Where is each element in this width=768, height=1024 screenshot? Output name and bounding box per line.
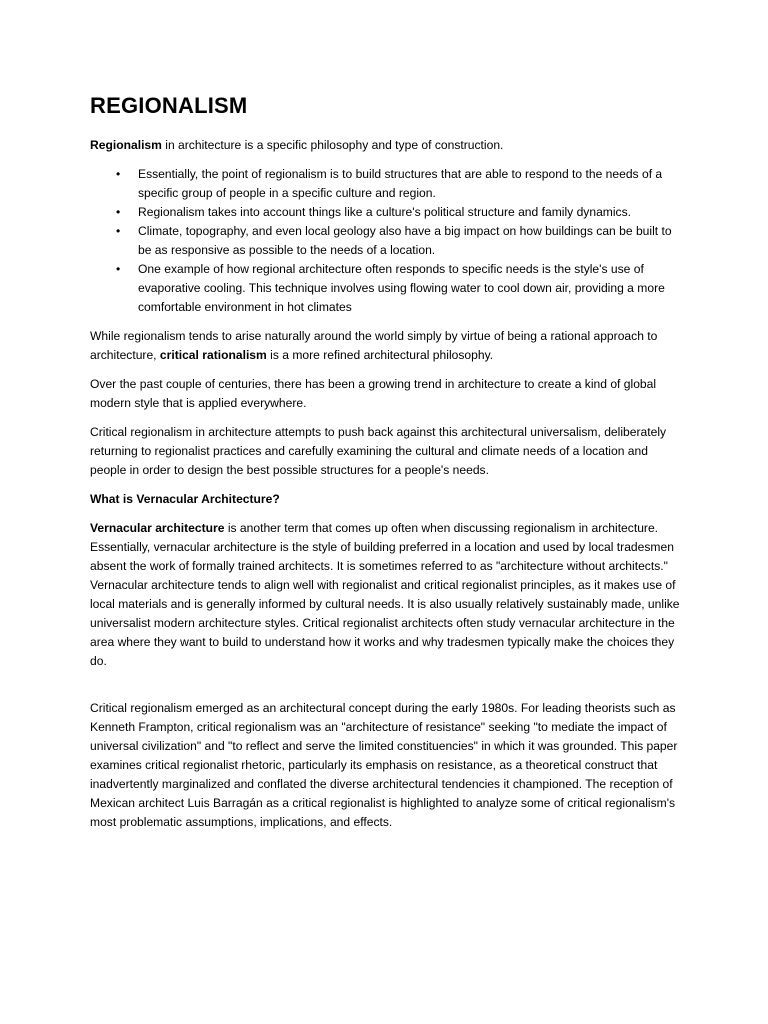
- vernacular-subheading: [90, 490, 684, 509]
- intro-text: in architecture is a specific philosophy and type of construction.: [161, 138, 504, 152]
- regionalism-bullet-list: [90, 165, 684, 317]
- intro-lead-term: Regionalism: [90, 138, 162, 152]
- vernacular-text: is another term that comes up often when discussing regionalism in architecture. Essentially, vernacular architecture is the style of building preferred in a location and used by local tradesmen absent the work of formally trained architects. It is sometimes referred to as "architecture without architects." Vernacular architecture tends to align well with regionalist and critical regionalist principles, as it makes use of local materials and is generally informed by cultural needs. It is also usually relatively sustainably made, unlike universalist modern architecture styles. Critical regionalist architects often study vernacular architecture in the area where they want to build to understand how it works and why tradesmen typically make the choices they do.: [90, 521, 680, 668]
- vernacular-subheading-text: What is Vernacular Architecture?: [90, 492, 280, 506]
- document-title: REGIONALISM: [90, 93, 248, 118]
- document-body: [90, 136, 684, 842]
- vernacular-lead-term: Vernacular architecture: [90, 521, 225, 535]
- rationalism-text-before: While regionalism tends to arise naturally around the world simply by virtue of being a rational approach to architecture,: [90, 329, 658, 362]
- frampton-paragraph: Critical regionalism emerged as an architectural concept during the early 1980s. For leading theorists such as Kenneth Frampton, critical regionalism was an "architecture of resistance" seeking "to mediate the impact of universal civilization" and "to reflect and serve the limited constituencies" in which it was grounded. This paper examines critical regionalist rhetoric, particularly its emphasis on resistance, as a theoretical construct that inadvertently marginalized and conflated the diverse architectural tendencies it championed. The reception of Mexican architect Luis Barragán as a critical regionalist is highlighted to analyze some of critical regionalism's most problematic assumptions, implications, and effects.: [90, 701, 678, 829]
- rationalism-text-after: is a more refined architectural philosophy.: [266, 348, 494, 362]
- bullet-item: • Climate, topography, and even local geology also have a big impact on how buildings can be built to be as responsive as possible to the needs of a location.: [138, 222, 684, 260]
- bullet-item: • Essentially, the point of regionalism is to build structures that are able to respond to the needs of a specific group of people in a specific culture and region.: [138, 165, 684, 203]
- rationalism-paragraph: [90, 327, 684, 365]
- critical-regionalism-paragraph: Critical regionalism in architecture attempts to push back against this architectural universalism, deliberately returning to regionalist practices and carefully examining the cultural and climate needs of a location and people in order to design the best possible structures for a people's needs.: [90, 425, 667, 477]
- bullet-item: • One example of how regional architecture often responds to specific needs is the style's use of evaporative cooling. This technique involves using flowing water to cool down air, providing a more comfortable environment in hot climates: [138, 260, 684, 317]
- bullet-item: • Regionalism takes into account things like a culture's political structure and family dynamics.: [138, 203, 684, 222]
- vernacular-paragraph: [90, 519, 684, 671]
- global-style-paragraph: Over the past couple of centuries, there has been a growing trend in architecture to create a kind of global modern style that is applied everywhere.: [90, 377, 657, 410]
- critical-rationalism-term: critical rationalism: [159, 348, 267, 362]
- intro-paragraph: [90, 136, 684, 155]
